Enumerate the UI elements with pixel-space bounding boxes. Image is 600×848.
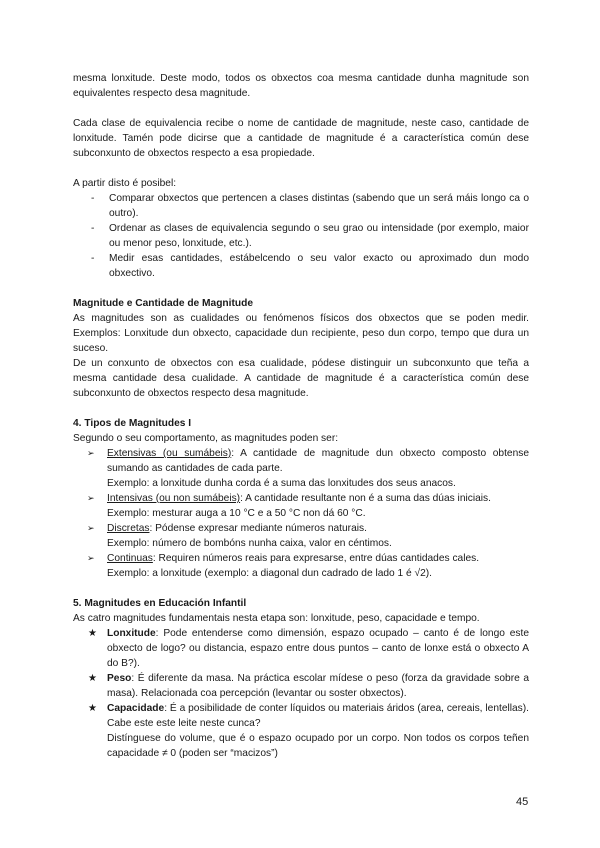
extra-text: Distínguese do volume, que é o espazo ocupado por un corpo. Non todos os corpos teñen capacidade ≠ 0 (poden ser “macizos”) xyxy=(107,733,529,759)
tipos-list xyxy=(73,446,529,581)
educacion-intro: As catro magnitudes fundamentais nesta etapa son: lonxitude, peso, capacidade e tempo. xyxy=(73,613,480,624)
term-text: : A cantidade de magnitude dun obxecto composto obtense sumando as cantidades de cada parte. xyxy=(107,448,529,474)
example: Exemplo: mesturar auga a 10 °C e a 50 °C non dá 60 °C. xyxy=(107,508,366,519)
term: Discretas xyxy=(107,523,150,534)
educacion-list xyxy=(73,626,529,761)
term: Capacidade xyxy=(107,703,165,714)
magnitude-paragraph-1: As magnitudes son as cualidades ou fenómenos físicos dos obxectos que se poden medir. Exemplos: Lonxitude dun obxecto, capacidade dun recipiente, peso dun corpo, tempo que dura un suceso. xyxy=(73,313,529,354)
document-page xyxy=(73,71,529,761)
term: Extensivas (ou sumábeis) xyxy=(107,448,232,459)
term-text: : Pode entenderse como dimensión, espazo ocupado – canto é de longo este obxecto de logo? ou distancia, espazo entre dous puntos – canto de lonxe está o obxecto A do B?). xyxy=(107,628,529,669)
term-text: : É diferente da masa. Na práctica escolar mídese o peso (forza da gravidade sobre a masa). Relacionada coa percepción (levantar ou soster obxectos). xyxy=(107,673,529,699)
section-title-tipos: 4. Tipos de Magnitudes I xyxy=(73,418,192,429)
term-text: : Requiren números reais para expresarse, entre dúas cantidades cales. xyxy=(152,553,480,564)
term: Intensivas (ou non sumábeis) xyxy=(107,493,241,504)
possibilities-list xyxy=(73,191,529,281)
star-bullet-icon: ★ xyxy=(88,673,97,684)
example: Exemplo: a lonxitude (exemplo: a diagonal dun cadrado de lado 1 é √2). xyxy=(107,568,433,579)
arrow-bullet-icon: ➢ xyxy=(87,493,95,503)
example: Exemplo: a lonxitude dunha corda é a suma das lonxitudes dos seus anacos. xyxy=(107,478,456,489)
intro-paragraph-3: A partir disto é posibel: xyxy=(73,178,177,189)
list-item xyxy=(87,671,529,701)
list-item xyxy=(87,701,529,761)
arrow-bullet-icon: ➢ xyxy=(87,448,95,458)
section-title-educacion: 5. Magnitudes en Educación Infantil xyxy=(73,598,247,609)
arrow-bullet-icon: ➢ xyxy=(87,553,95,563)
term-text: : A cantidade resultante non é a suma das dúas iniciais. xyxy=(240,493,491,504)
list-item xyxy=(87,521,529,551)
star-bullet-icon: ★ xyxy=(88,628,97,639)
page-number: 45 xyxy=(516,796,529,808)
example: Exemplo: número de bombóns nunha caixa, valor en céntimos. xyxy=(107,538,392,549)
intro-paragraph-1: mesma lonxitude. Deste modo, todos os obxectos coa mesma cantidade dunha magnitude son equivalentes respecto desa magnitude. xyxy=(73,73,529,99)
star-bullet-icon: ★ xyxy=(88,703,97,714)
term: Continuas xyxy=(107,553,153,564)
term-text: : Pódense expresar mediante números naturais. xyxy=(149,523,367,534)
magnitude-paragraph-2: De un conxunto de obxectos con esa cualidade, pódese distinguir un subconxunto que teña a mesma cantidade desa cualidade. A cantidade de magnitude é a característica común dese subconxunto de obxectos respecto desa magnitude. xyxy=(73,358,529,399)
term: Peso xyxy=(107,673,132,684)
tipos-intro: Segundo o seu comportamento, as magnitudes poden ser: xyxy=(73,433,339,444)
intro-paragraph-2: Cada clase de equivalencia recibe o nome de cantidade de magnitude, neste caso, cantidade de lonxitude. Tamén pode dicirse que a cantidade de magnitude é a característica común dese subconxunto de obxectos respecto a esa propiedade. xyxy=(73,118,529,159)
list-item xyxy=(87,446,529,491)
list-item xyxy=(87,626,529,671)
list-item: - Comparar obxectos que pertencen a clases distintas (sabendo que un será máis longo ca o outro). xyxy=(91,191,529,221)
list-item xyxy=(87,551,529,581)
term-text: : É a posibilidade de conter líquidos ou materiais áridos (area, cereais, lentellas). Cabe este este leite neste cunca? xyxy=(107,703,529,729)
arrow-bullet-icon: ➢ xyxy=(87,523,95,533)
term: Lonxitude xyxy=(107,628,156,639)
list-item: - Medir esas cantidades, estábelcendo o seu valor exacto ou aproximado dun modo obxectivo. xyxy=(91,251,529,281)
list-item: - Ordenar as clases de equivalencia segundo o seu grao ou intensidade (por exemplo, maior ou menor peso, lonxitude, etc.). xyxy=(91,221,529,251)
section-title-magnitude: Magnitude e Cantidade de Magnitude xyxy=(73,298,253,309)
list-item xyxy=(87,491,529,521)
